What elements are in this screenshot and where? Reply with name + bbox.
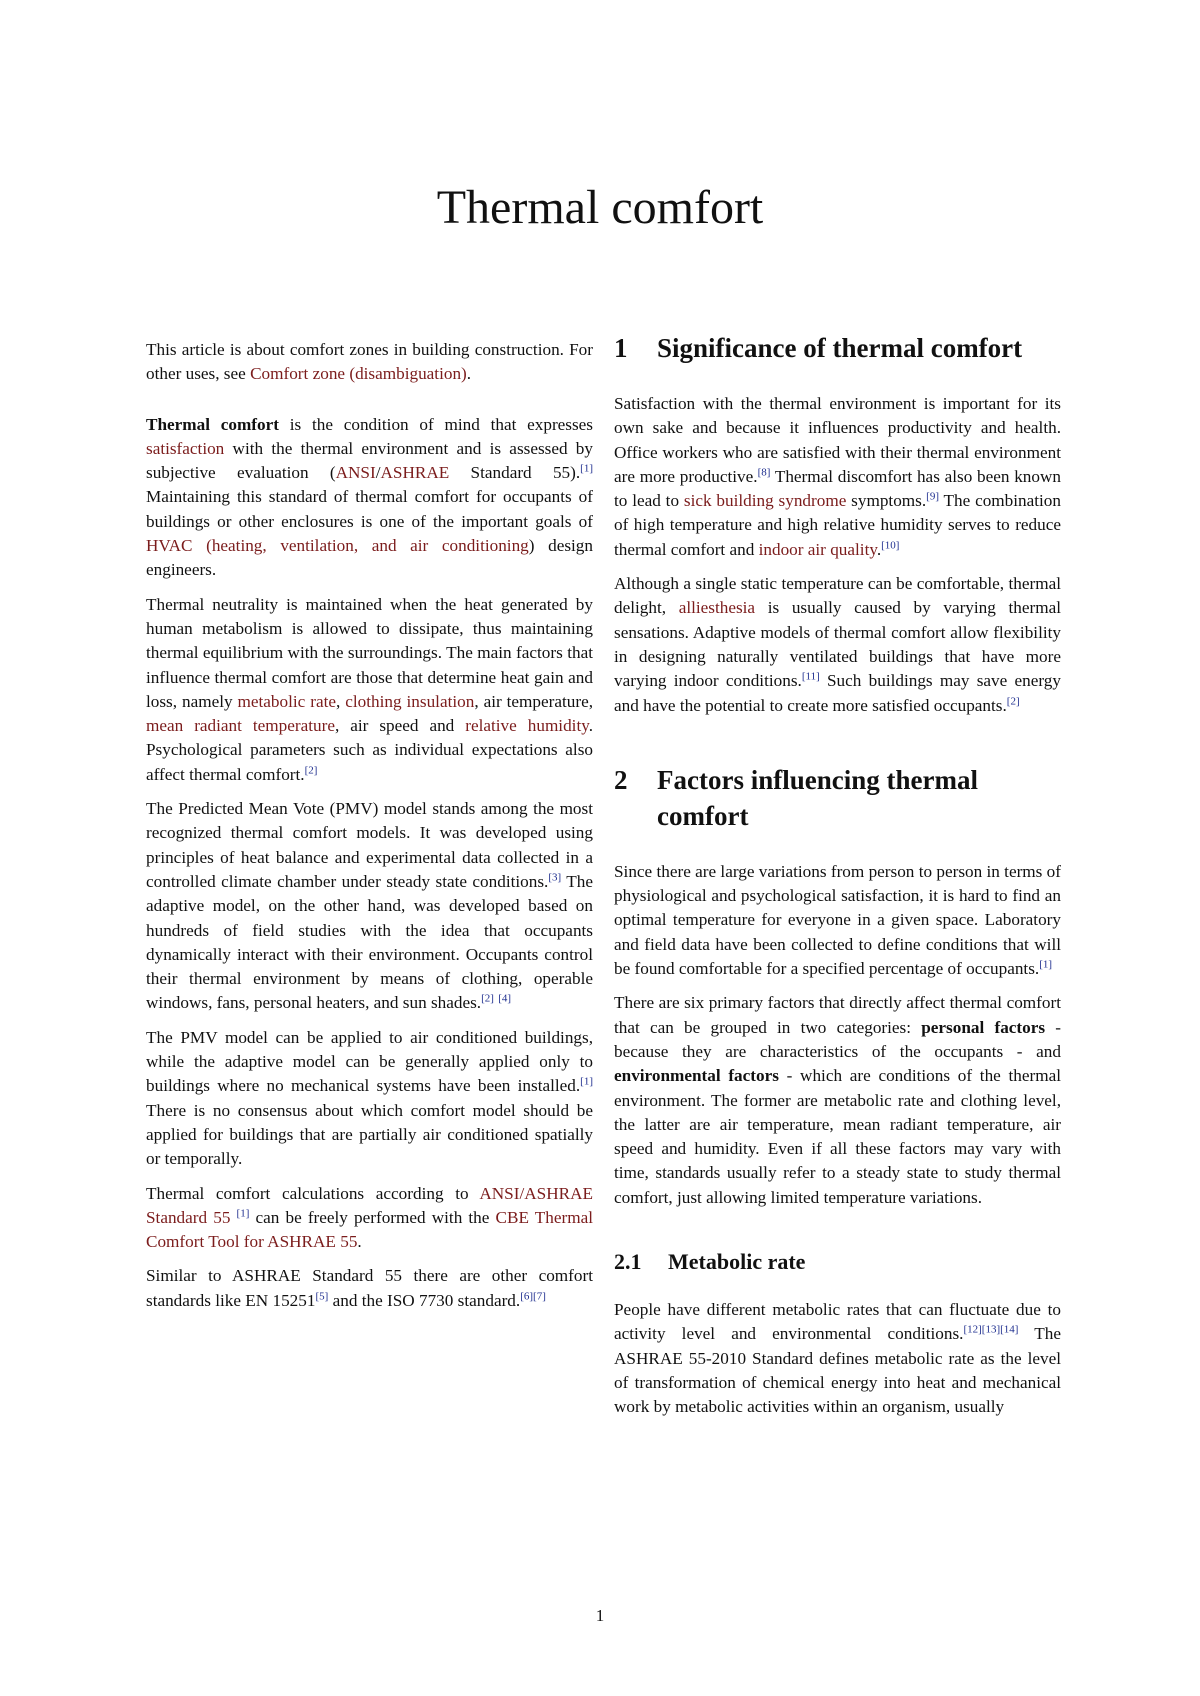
paragraph-pmv-model: The Predicted Mean Vote (PMV) model stands among the most recognized thermal comfort models. It was developed using principles of heat balance and experimental data collected in a controlled climate chamber under steady state conditions.[3] The adaptive model, on the other hand, was developed based on hundreds of field studies with the idea that occupants dynamically interact with their environment. Occupants control their thermal environment by means of clothing, operable windows, fans, personal heaters, and sun shades.[2] [4] [146, 799, 593, 1013]
subsection-number: 2.1 [614, 1249, 642, 1275]
link-cbe-thermal-comfort-tool[interactable]: CBE Thermal Comfort Tool for ASHRAE 55 [146, 1207, 593, 1252]
link-sick-building-syndrome[interactable]: sick building syndrome [683, 491, 847, 511]
section-heading-factors [614, 762, 1061, 834]
paragraph-other-standards: Similar to ASHRAE Standard 55 there are other comfort standards like EN 15251[5] and the ISO 7730 standard.[6][7] [146, 1266, 593, 1310]
term-thermal-comfort: Thermal comfort [146, 414, 279, 434]
citation-ref[interactable]: [5] [315, 1289, 329, 1302]
citation-ref[interactable]: [2] [1006, 694, 1020, 707]
paragraph-factors-1: Since there are large variations from person to person in terms of physiological and psychological satisfaction, it is hard to find an optimal temperature for everyone in a given space. Laboratory and field data have been collected to define conditions that will be found comfortable for a specified percentage of occupants.[1] [614, 861, 1061, 979]
link-heating[interactable]: heating [211, 536, 263, 556]
citation-ref[interactable]: [10] [881, 539, 900, 552]
link-satisfaction[interactable]: satisfaction [146, 438, 225, 458]
section-title: Factors influencing thermal comfort [657, 764, 978, 831]
page-title: Thermal comfort [436, 181, 764, 234]
citation-ref[interactable]: [13] [981, 1323, 1001, 1336]
link-indoor-air-quality[interactable]: indoor air quality [758, 539, 877, 559]
link-hvac[interactable]: HVAC [146, 536, 193, 556]
term-environmental-factors: environmental factors [614, 1066, 779, 1086]
link-mean-radiant-temperature[interactable]: mean radiant temperature [146, 716, 335, 736]
link-clothing-insulation[interactable]: clothing insulation [345, 691, 475, 711]
intro-paragraph: Thermal comfort is the condition of mind that expresses satisfaction with the thermal environment and is assessed by subjective evaluation (ANSI/ASHRAE Standard 55).[1] Maintaining this standard of thermal comfort for occupants of buildings or other enclosures is one of the important goals of HVAC (heating, ventilation, and air conditioning) design engineers. [146, 414, 593, 580]
link-alliesthesia[interactable]: alliesthesia [678, 598, 756, 618]
section-number: 1 [614, 333, 628, 363]
link-ventilation[interactable]: ventilation [280, 536, 354, 556]
citation-ref[interactable]: [4] [498, 992, 512, 1005]
citation-ref[interactable]: [8] [757, 466, 771, 479]
hatnote: This article is about comfort zones in building construction. For other uses, see Comfort zone (disambiguation). [146, 340, 593, 384]
page-number: 1 [595, 1606, 605, 1625]
link-ashrae[interactable]: ASHRAE [380, 463, 450, 483]
link-metabolic-rate[interactable]: metabolic rate [237, 691, 336, 711]
citation-ref[interactable]: [2] [481, 992, 494, 1005]
citation-ref[interactable]: [2] [304, 764, 318, 777]
subsection-title: Metabolic rate [668, 1249, 806, 1275]
section-heading-significance [614, 330, 1061, 366]
citation-ref[interactable]: [11] [801, 670, 820, 683]
paragraph-thermal-neutrality: Thermal neutrality is maintained when the heat generated by human metabolism is allowed to dissipate, thus maintaining thermal equilibrium with the surroundings. The main factors that influence thermal comfort are those that determine heat gain and loss, namely metabolic rate, clothing insulation, air temperature, mean radiant temperature, air speed and relative humidity. Psychological parameters such as individual expectations also affect thermal comfort.[2] [146, 594, 594, 784]
left-column [146, 338, 593, 1323]
citation-ref[interactable]: [6] [520, 1289, 534, 1302]
paragraph-metabolic-rate: People have different metabolic rates that can fluctuate due to activity level and environmental conditions.[12][13][14] The ASHRAE 55-2010 Standard defines metabolic rate as the level of transformation of chemical energy into heat and mechanical work by metabolic activities within an organism, usually [614, 1300, 1061, 1417]
link-comfort-zone-disambiguation[interactable]: Comfort zone (disambiguation) [250, 364, 467, 384]
section-title: Significance of thermal comfort [657, 333, 1023, 363]
subsection-heading-metabolic-rate [614, 1248, 1061, 1276]
citation-ref[interactable]: [1] [1039, 958, 1053, 971]
paragraph-calculations: Thermal comfort calculations according to ANSI/ASHRAE Standard 55 [1] can be freely performed with the CBE Thermal Comfort Tool for ASHRAE 55. [146, 1183, 593, 1252]
paragraph-significance-1: Satisfaction with the thermal environment is important for its own sake and because it influences productivity and health. Office workers who are satisfied with their thermal environment are more productive.[8] Thermal discomfort has also been known to lead to sick building syndrome symptoms.[9] The combination of high temperature and high relative humidity serves to reduce thermal comfort and indoor air quality.[10] [614, 394, 1061, 559]
link-air-conditioning[interactable]: air conditioning [410, 536, 529, 556]
right-column [614, 333, 1061, 1430]
link-relative-humidity[interactable]: relative humidity [465, 716, 589, 736]
link-ansi-ashrae-standard-55[interactable]: ANSI/ASHRAE Standard 55 [146, 1183, 593, 1227]
link-ansi[interactable]: ANSI [335, 463, 376, 483]
citation-ref[interactable]: [9] [926, 490, 939, 503]
citation-ref[interactable]: [1] [580, 1075, 593, 1088]
citation-ref[interactable]: [1] [580, 462, 593, 475]
citation-ref[interactable]: [12] [963, 1323, 982, 1336]
citation-ref[interactable]: [1] [236, 1207, 250, 1220]
citation-ref[interactable]: [3] [548, 871, 562, 884]
citation-ref[interactable]: [14] [1000, 1323, 1019, 1336]
section-number: 2 [614, 764, 628, 795]
paragraph-significance-2: Although a single static temperature can be comfortable, thermal delight, alliesthesia is usually caused by varying thermal sensations. Adaptive models of thermal comfort allow flexibility in designing naturally ventilated buildings that have more varying indoor conditions.[11] Such buildings may save energy and have the potential to create more satisfied occupants.[2] [614, 574, 1061, 715]
term-personal-factors: personal factors [921, 1017, 1046, 1037]
paragraph-pmv-application: The PMV model can be applied to air conditioned buildings, while the adaptive model can be generally applied only to buildings where no mechanical systems have been installed.[1] There is no consensus about which comfort model should be applied for buildings that are partially air conditioned spatially or temporally. [146, 1027, 593, 1169]
paragraph-factors-2: There are six primary factors that directly affect thermal comfort that can be grouped in two categories: personal factors - because they are characteristics of the occupants - and environmental factors - which are conditions of the thermal environment. The former are metabolic rate and clothing level, the latter are air temperature, mean radiant temperature, air speed and humidity. Even if all these factors may vary with time, standards usually refer to a steady state to study thermal comfort, just allowing limited temperature variations. [614, 993, 1061, 1207]
citation-ref[interactable]: [7] [533, 1289, 546, 1302]
